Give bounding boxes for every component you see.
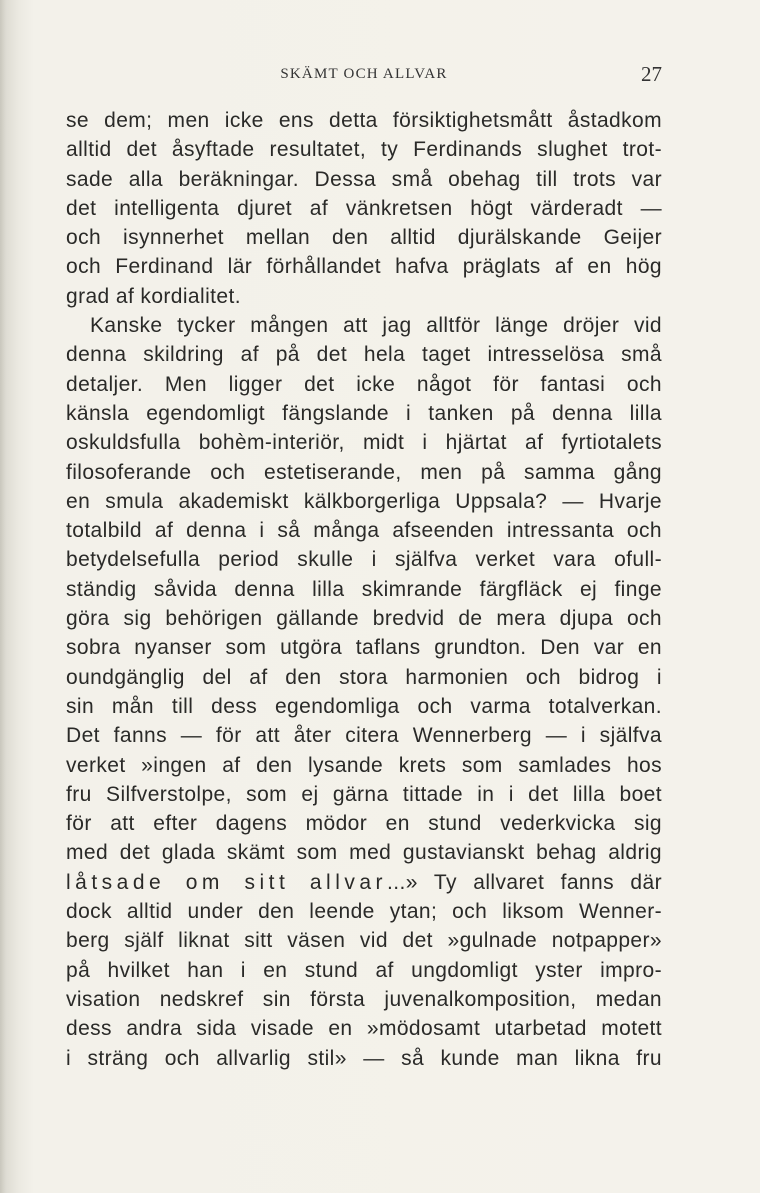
text-line: berg själf liknat sitt väsen vid det »gulnade notpapper» [66, 929, 662, 953]
text-line: betydelsefulla period skulle i själfva verket vara ofull- [66, 548, 662, 572]
text-line: denna skildring af på det hela taget intresselösa små [66, 343, 662, 367]
text-line: sin mån till dess egendomliga och varma totalverkan. [66, 694, 662, 718]
text-line: visation nedskref sin första juvenalkomposition, medan [66, 987, 662, 1011]
text-line: Det fanns — för att åter citera Wennerberg — i själfva [66, 724, 662, 748]
text-line: dess andra sida visade en »mödosamt utarbetad motett [66, 1017, 662, 1041]
text-line: grad af kordialitet. [66, 284, 241, 308]
text-line: för att efter dagens mödor en stund vederkvicka sig [66, 812, 662, 836]
running-title: SKÄMT OCH ALLVAR [280, 66, 448, 82]
text-line: på hvilket han i en stund af ungdomligt yster impro- [66, 958, 662, 982]
text-line: det intelligenta djuret af vänkretsen högt värderadt — [66, 196, 662, 220]
running-head [66, 62, 662, 90]
text-line: filosoferande och estetiserande, men på samma gång [66, 460, 662, 484]
text-line: alltid det åsyftade resultatet, ty Ferdinands slughet trot- [66, 138, 662, 162]
text-line-spaced [66, 868, 662, 897]
text-line: ständig såvida denna lilla skimrande färgfläck ej finge [66, 577, 662, 601]
text-line: dock alltid under den leende ytan; och liksom Wenner- [66, 900, 662, 924]
body-text [66, 106, 662, 1073]
page-number: 27 [641, 62, 662, 86]
text-line: sade alla beräkningar. Dessa små obehag till trots var [66, 167, 662, 191]
text-line: detaljer. Men ligger det icke något för fantasi och [66, 372, 662, 396]
text-line: en smula akademiskt kälkborgerliga Uppsala? — Hvarje [66, 489, 662, 513]
text-line: känsla egendomligt fängslande i tanken på denna lilla [66, 401, 662, 425]
text-line: oskuldsfulla bohèm-interiör, midt i hjärtat af fyrtiotalets [66, 431, 662, 455]
text-line: och isynnerhet mellan den alltid djurälskande Geijer [66, 226, 662, 250]
text-line: göra sig behörigen gällande bredvid de mera djupa och [66, 607, 662, 631]
text-line: sobra nyanser som utgöra taflans grundton. Den var en [66, 636, 662, 660]
text-line: verket »ingen af den lysande krets som samlades hos [66, 753, 662, 777]
text-line: och Ferdinand lär förhållandet hafva präglats af en hög [66, 255, 662, 279]
text-line: se dem; men icke ens detta försiktighetsmått åstadkom [66, 109, 662, 132]
spaced-line-rest: ...» Ty allvaret fanns där [387, 870, 662, 894]
text-line: oundgänglig del af den stora harmonien och bidrog i [66, 665, 662, 689]
spaced-emphasis: låtsade om sitt allvar [66, 870, 388, 894]
text-line: i sträng och allvarlig stil» — så kunde man likna fru [66, 1046, 662, 1070]
text-line: fru Silfverstolpe, som ej gärna tittade in i det lilla boet [66, 782, 662, 806]
text-line: Kanske tycker mången att jag alltför länge dröjer vid [90, 314, 662, 338]
text-line: totalbild af denna i så många afseenden intressanta och [66, 519, 662, 543]
text-line: med det glada skämt som med gustavianskt behag aldrig [66, 841, 662, 865]
